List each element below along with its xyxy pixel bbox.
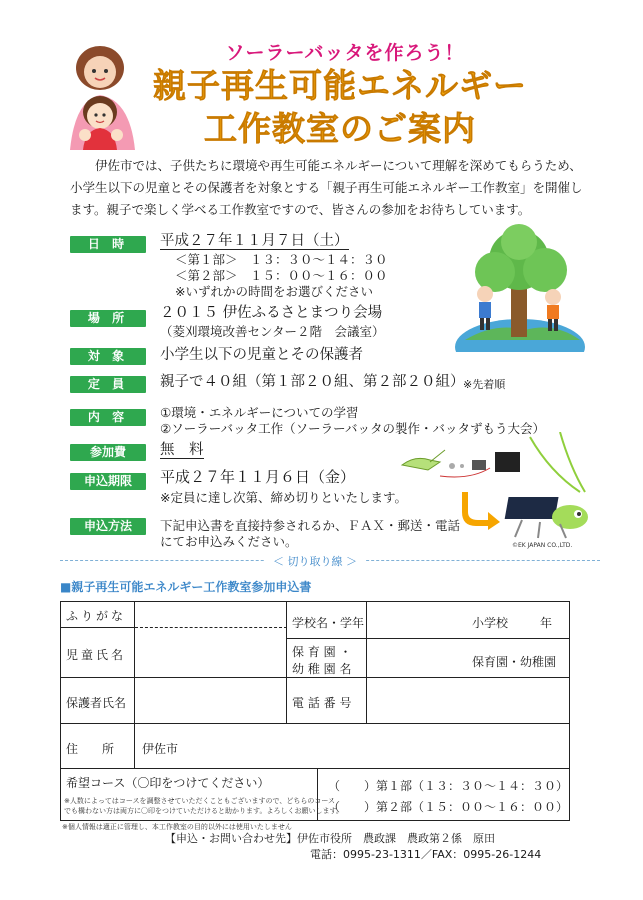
address-field[interactable] (135, 724, 570, 769)
address-prefix: 伊佐市 (142, 742, 179, 756)
furigana-field[interactable] (135, 601, 287, 628)
target-main: 小学生以下の児童とその保護者 (160, 347, 363, 363)
phone-label: 電 話 番 号 (292, 696, 352, 710)
course-note-1: ※人数によってはコースを調整させていただくこともございますので、どちらのコース (64, 797, 336, 805)
tree-kids-illustration (455, 222, 585, 352)
label-date: 日 時 (70, 236, 146, 253)
solar-grasshopper-illustration (500, 432, 600, 542)
nursery-label-2: 幼 稚 園 名 (292, 662, 352, 676)
intro-text: 伊佐市では、子供たちに環境や再生可能エネルギーについて理解を深めてもらうため、小学生以下の児童とその保護者を対象とする「親子再生可能エネルギー工作教室」を開催します。親子で楽しく学べる工作教室ですので、皆さんの参加をお待ちしています。 (70, 158, 583, 217)
title-line-1: 親子再生可能エネルギー (153, 66, 527, 105)
contact-info: 【申込・お問い合わせ先】伊佐市役所 農政課 農政第２係 原田 (165, 832, 495, 845)
contact-phone: 電話：0995-23-1311／FAX：0995-26-1244 (310, 848, 542, 861)
label-place: 場 所 (70, 310, 146, 327)
fee-main: 無 料 (160, 442, 204, 458)
title-line-2: 工作教室のご案内 (204, 109, 476, 148)
label-capacity: 定 員 (70, 376, 146, 393)
copyright: ©EK JAPAN CO.,LTD. (512, 542, 573, 549)
form-title: ■親子再生可能エネルギー工作教室参加申込書 (60, 580, 312, 594)
label-content: 内 容 (70, 409, 146, 426)
school-unit: 小学校 (472, 616, 509, 630)
arrow-icon (462, 490, 502, 530)
child-name-field[interactable] (135, 628, 287, 678)
method-line2: にてお申込みください。 (160, 534, 298, 549)
page-title (130, 64, 550, 150)
date-main: 平成２７年１１月７日（土） (160, 233, 349, 249)
course-label: 希望コース（〇印をつけてください） (66, 776, 270, 790)
course-option-2[interactable]: （ ）第２部（１５：００～１６：００） (328, 800, 569, 814)
deadline-note: ※定員に達し次第、締め切りといたします。 (160, 490, 407, 505)
label-target: 対 象 (70, 348, 146, 365)
deadline-main: 平成２７年１１月６日（金） (160, 468, 356, 486)
capacity-note: ※先着順 (463, 378, 506, 391)
place-sub: （菱刈環境改善センター２階 会議室） (160, 324, 385, 339)
date-part1: ＜第１部＞ １３：３０～１４：３０ (175, 252, 388, 267)
address-label: 住 所 (66, 742, 115, 756)
date-part2: ＜第２部＞ １５：００～１６：００ (175, 268, 388, 283)
child-name-label: 児童氏名 (66, 648, 127, 662)
content-item2: ②ソーラーバッタ工作（ソーラーバッタの製作・バッタずもう大会） (160, 421, 545, 436)
method-line1: 下記申込書を直接持参されるか、ＦＡＸ・郵送・電話 (160, 518, 461, 533)
guardian-label: 保護者氏名 (66, 696, 127, 710)
capacity-main: 親子で４０組（第１部２０組、第２部２０組） (160, 374, 465, 390)
guardian-field[interactable] (135, 678, 287, 724)
course-option-1[interactable]: （ ）第１部（１３：３０～１４：３０） (328, 779, 569, 793)
label-fee: 参加費 (70, 444, 146, 461)
date-note: ※いずれかの時間をお選びください (175, 284, 373, 299)
label-deadline: 申込期限 (70, 473, 146, 490)
school-label: 学校名・学年 (292, 616, 365, 630)
place-main: ２０１５ 伊佐ふるさとまつり会場 (160, 305, 383, 321)
phone-field[interactable] (367, 678, 570, 724)
furigana-label: ふりがな (66, 609, 127, 623)
nursery-unit: 保育園・幼稚園 (472, 655, 557, 669)
grade-unit: 年 (540, 616, 553, 630)
course-note-2: でも構わない方は両方に〇印をつけていただけると助かります。よろしくお願いします。 (64, 807, 343, 815)
label-method: 申込方法 (70, 518, 146, 535)
privacy-note: ※個人情報は適正に管理し、本工作教室の目的以外には使用いたしません (62, 823, 292, 831)
content-item1: ①環境・エネルギーについての学習 (160, 405, 359, 420)
cut-line-label: ＜ 切り取り線 ＞ (265, 553, 365, 569)
subtitle: ソーラーバッタを作ろう！ (225, 42, 465, 64)
nursery-label-1: 保 育 園 ・ (292, 645, 352, 659)
